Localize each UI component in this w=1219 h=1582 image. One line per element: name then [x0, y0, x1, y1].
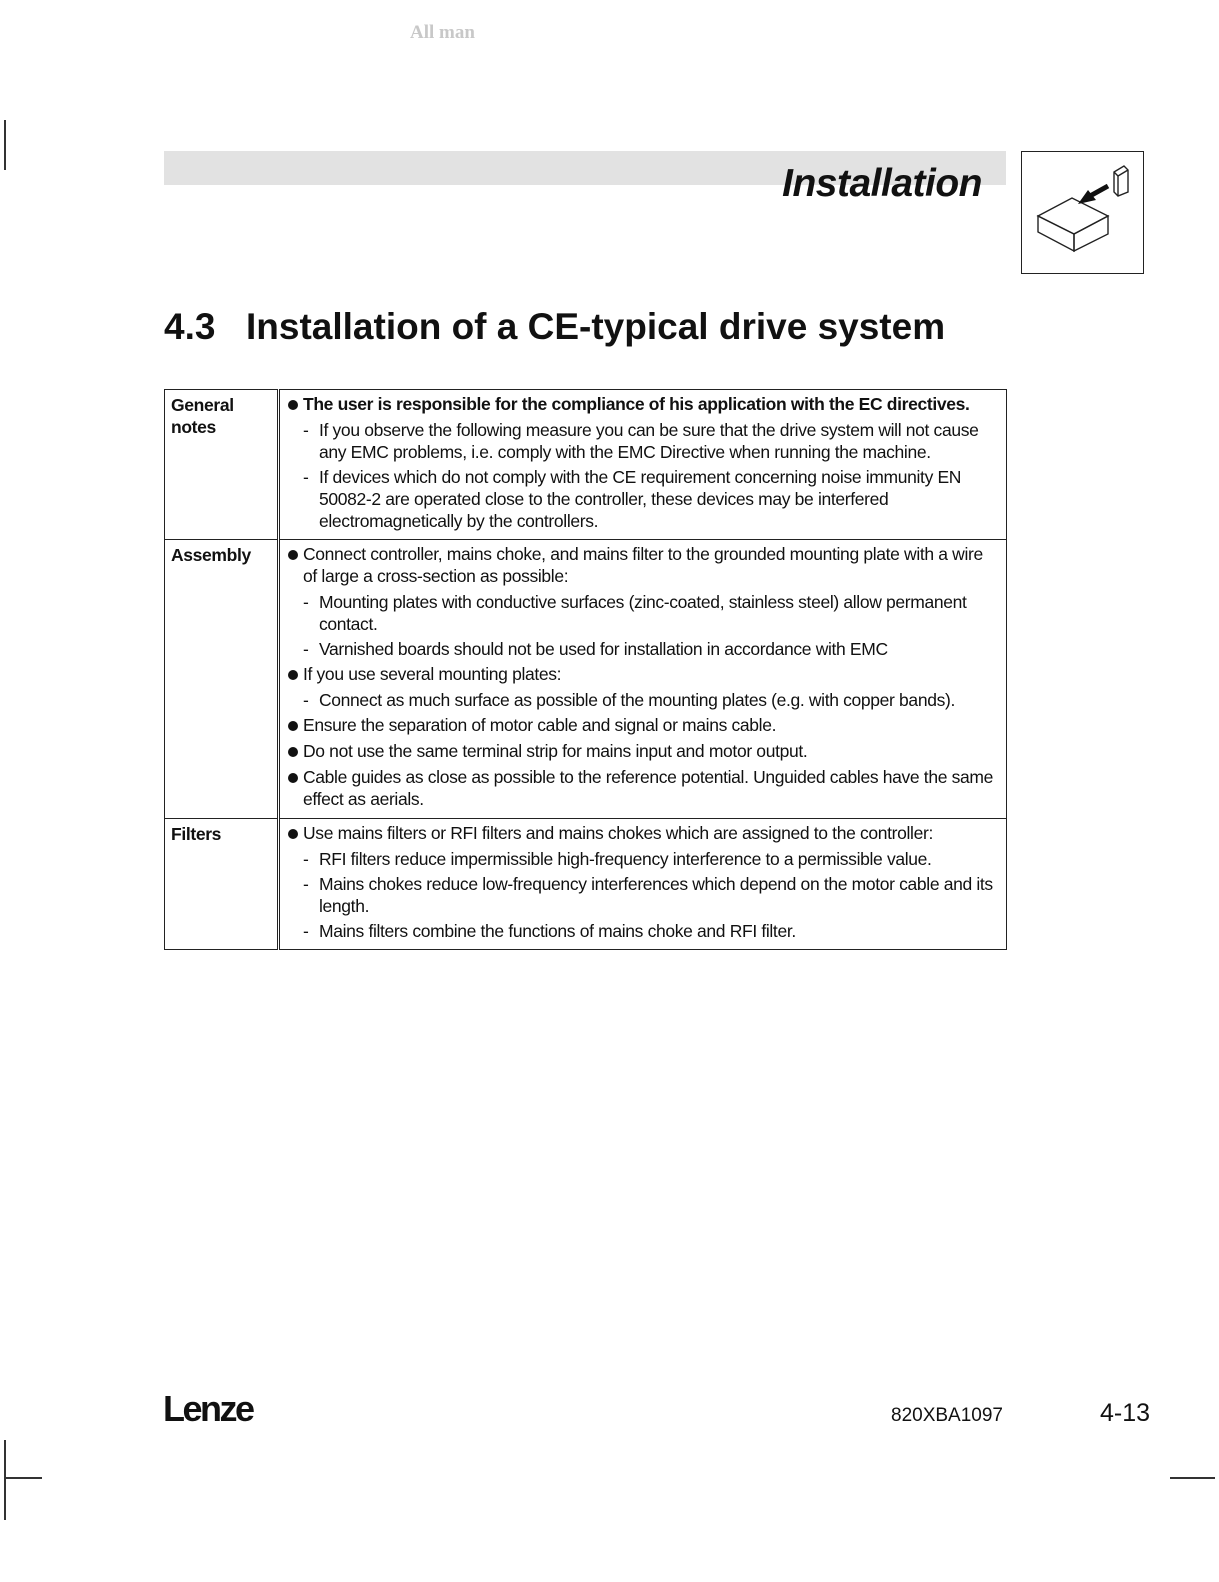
watermark: All man — [410, 22, 475, 43]
dash-item: - Mounting plates with conductive surfaces (zinc-coated, stainless steel) allow permanent contact. — [286, 591, 1000, 635]
bullet-item: Connect controller, mains choke, and mains filter to the grounded mounting plate with a wire of large a cross-section as possible: — [286, 543, 1000, 587]
dash-item: - If devices which do not comply with the CE requirement concerning noise immunity EN 50082-2 are operated close to the controller, these devices may be interfered electromagnetically by the controllers. — [286, 466, 1000, 532]
bullet-item: Use mains filters or RFI filters and mains chokes which are assigned to the controller: — [286, 822, 1000, 844]
row-content — [279, 390, 1007, 540]
heading-number: 4.3 — [164, 306, 216, 347]
section-title: Installation — [782, 162, 982, 205]
row-label-line: Assembly — [171, 545, 251, 565]
row-label-line: General — [171, 395, 234, 415]
document-code: 820XBA1097 — [891, 1405, 1003, 1426]
page-heading — [164, 306, 945, 348]
dash-item: - RFI filters reduce impermissible high-frequency interference to a permissible value. — [286, 848, 1000, 870]
dash-item: - Varnished boards should not be used for installation in accordance with EMC — [286, 638, 1000, 660]
row-content — [279, 819, 1007, 950]
requirements-table — [164, 389, 1007, 950]
row-label — [165, 390, 279, 540]
bullet-item: Do not use the same terminal strip for mains input and motor output. — [286, 740, 1000, 762]
dash-item: - Connect as much surface as possible of the mounting plates (e.g. with copper bands). — [286, 689, 1000, 711]
box-with-arrow-icon — [1022, 152, 1142, 272]
lenze-logo: Lenze — [163, 1388, 253, 1429]
table-row-filters — [165, 819, 1007, 950]
crop-mark-bottom-left-v — [4, 1440, 6, 1520]
bullet-item: The user is responsible for the compliance of his application with the EC directives. — [286, 393, 1000, 415]
crop-mark-bottom-right-h — [1170, 1477, 1215, 1479]
row-label-line: notes — [171, 417, 216, 437]
heading-title: Installation of a CE-typical drive system — [246, 306, 946, 347]
row-label — [165, 819, 279, 950]
bullet-item: If you use several mounting plates: — [286, 663, 1000, 685]
table-row-assembly — [165, 540, 1007, 819]
crop-mark-top-left — [4, 120, 6, 170]
row-content — [279, 540, 1007, 819]
crop-mark-bottom-left-h — [4, 1477, 42, 1479]
dash-item: - Mains chokes reduce low-frequency interferences which depend on the motor cable and its length. — [286, 873, 1000, 917]
installation-box-icon — [1021, 151, 1144, 274]
row-label-line: Filters — [171, 824, 222, 844]
page-number: 4-13 — [1100, 1399, 1151, 1427]
row-label — [165, 540, 279, 819]
bullet-item: Cable guides as close as possible to the reference potential. Unguided cables have the same effect as aerials. — [286, 766, 1000, 810]
table-row-general-notes — [165, 390, 1007, 540]
dash-item: - Mains filters combine the functions of mains choke and RFI filter. — [286, 920, 1000, 942]
dash-item: - If you observe the following measure you can be sure that the drive system will not cause any EMC problems, i.e. comply with the EMC Directive when running the machine. — [286, 419, 1000, 463]
bullet-item: Ensure the separation of motor cable and signal or mains cable. — [286, 714, 1000, 736]
